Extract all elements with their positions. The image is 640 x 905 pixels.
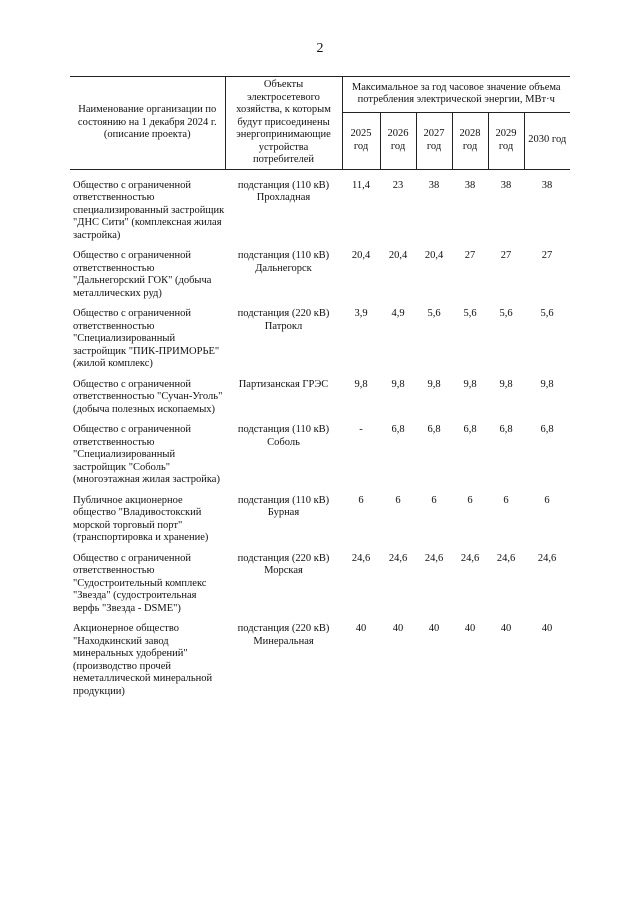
value-cell: 27 [541, 250, 553, 261]
value-cell: 24,6 [460, 552, 480, 564]
table-row [70, 169, 570, 250]
value-cell: 11,4 [352, 179, 370, 191]
object-cell: подстанция (110 кВ) Дальнегорск [237, 250, 330, 274]
header-year: 2025 год [342, 112, 380, 169]
value-cell: 6 [467, 494, 473, 506]
value-cell: 6 [544, 494, 550, 506]
org-cell: Общество с ограниченной ответственностью "Сучан-Уголь" (добыча полезных ископаемых) [73, 378, 223, 415]
value-cell: 6 [358, 494, 364, 506]
header-org: Наименование организации по состоянию на 1 декабря 2024 г. (описание проекта) [70, 77, 225, 170]
object-cell: подстанция (220 кВ) Минеральная [237, 623, 330, 647]
value-cell: 9,8 [499, 378, 513, 390]
table-row [70, 495, 570, 553]
value-cell: 38 [464, 179, 476, 191]
org-cell: Акционерное общество "Находкинский завод минеральных удобрений" (производство прочей неметаллической минеральной продукции) [73, 623, 213, 697]
value-cell: 5,6 [427, 308, 441, 319]
table-row [70, 424, 570, 495]
org-cell: Общество с ограниченной ответственностью "Специализированный застройщик "ПИК-ПРИМОРЬЕ" (жилой комплекс) [73, 308, 220, 369]
value-cell: 24,6 [424, 552, 444, 564]
value-cell: 5,6 [463, 308, 477, 319]
object-cell: Партизанская ГРЭС [238, 378, 329, 390]
org-cell: Общество с ограниченной ответственностью "Судостроительный комплекс "Звезда" (судостроительная верфь "Звезда - DSME") [73, 552, 207, 614]
value-cell: 6,8 [499, 424, 513, 435]
object-cell: подстанция (110 кВ) Прохладная [237, 179, 330, 203]
value-cell: 9,8 [463, 378, 477, 390]
capacity-table [70, 76, 570, 706]
org-cell: Публичное акционерное общество "Владивостокский морской торговый порт" (транспортировка и хранение) [73, 494, 209, 543]
table-row [70, 623, 570, 706]
value-cell: 40 [392, 623, 404, 634]
table-row [70, 379, 570, 425]
value-cell: 9,8 [391, 378, 405, 390]
value-cell: 9,8 [427, 378, 441, 390]
header-year: 2028 год [452, 112, 488, 169]
org-cell: Общество с ограниченной ответственностью "Специализированный застройщик "Соболь" (многоэтажная жилая застройка) [73, 424, 220, 485]
value-cell: 4,9 [391, 308, 405, 319]
value-cell: 5,6 [540, 308, 554, 319]
object-cell: подстанция (220 кВ) Морская [237, 552, 330, 576]
object-cell: подстанция (220 кВ) Патрокл [237, 308, 330, 332]
value-cell: 6 [395, 494, 401, 506]
value-cell: 40 [464, 623, 476, 634]
page-number: 2 [316, 41, 324, 56]
table-row [70, 308, 570, 379]
org-cell: Общество с ограниченной ответственностью "Дальнегорский ГОК" (добыча металлических руд) [73, 250, 212, 299]
value-cell: - [359, 424, 363, 435]
object-cell: подстанция (110 кВ) Соболь [237, 424, 330, 448]
value-cell: 40 [428, 623, 440, 634]
table-row [70, 553, 570, 624]
value-cell: 6,8 [391, 424, 405, 435]
org-cell: Общество с ограниченной ответственностью специализированный застройщик "ДНС Сити" (комплексная жилая застройка) [73, 179, 225, 241]
value-cell: 38 [500, 179, 512, 191]
value-cell: 24,6 [537, 552, 557, 564]
value-cell: 6,8 [540, 424, 554, 435]
header-max-value: Максимальное за год часовое значение объема потребления электрической энергии, МВт·ч [342, 77, 570, 113]
value-cell: 24,6 [351, 552, 371, 564]
value-cell: 40 [500, 623, 512, 634]
value-cell: 6 [503, 494, 509, 506]
value-cell: 9,8 [540, 378, 554, 390]
value-cell: 24,6 [388, 552, 408, 564]
value-cell: 40 [541, 623, 553, 634]
value-cell: 38 [541, 179, 553, 191]
value-cell: 23 [392, 179, 404, 191]
value-cell: 9,8 [354, 378, 368, 390]
value-cell: 6,8 [427, 424, 441, 435]
value-cell: 27 [500, 250, 512, 261]
object-cell: подстанция (110 кВ) Бурная [237, 494, 330, 518]
value-cell: 20,4 [388, 250, 408, 261]
value-cell: 3,9 [354, 308, 368, 319]
table-row [70, 250, 570, 308]
value-cell: 24,6 [496, 552, 516, 564]
value-cell: 40 [355, 623, 367, 634]
value-cell: 27 [464, 250, 476, 261]
value-cell: 38 [428, 179, 440, 191]
header-year: 2030 год [524, 112, 570, 169]
value-cell: 6 [431, 494, 437, 506]
value-cell: 5,6 [499, 308, 513, 319]
value-cell: 20,4 [351, 250, 371, 261]
value-cell: 20,4 [424, 250, 444, 261]
header-year: 2027 год [416, 112, 452, 169]
header-year: 2026 год [380, 112, 416, 169]
value-cell: 6,8 [463, 424, 477, 435]
header-object: Объекты электросетевого хозяйства, к которым будут присоединены энергопринимающие устройства потребителей [225, 77, 342, 170]
header-year: 2029 год [488, 112, 524, 169]
